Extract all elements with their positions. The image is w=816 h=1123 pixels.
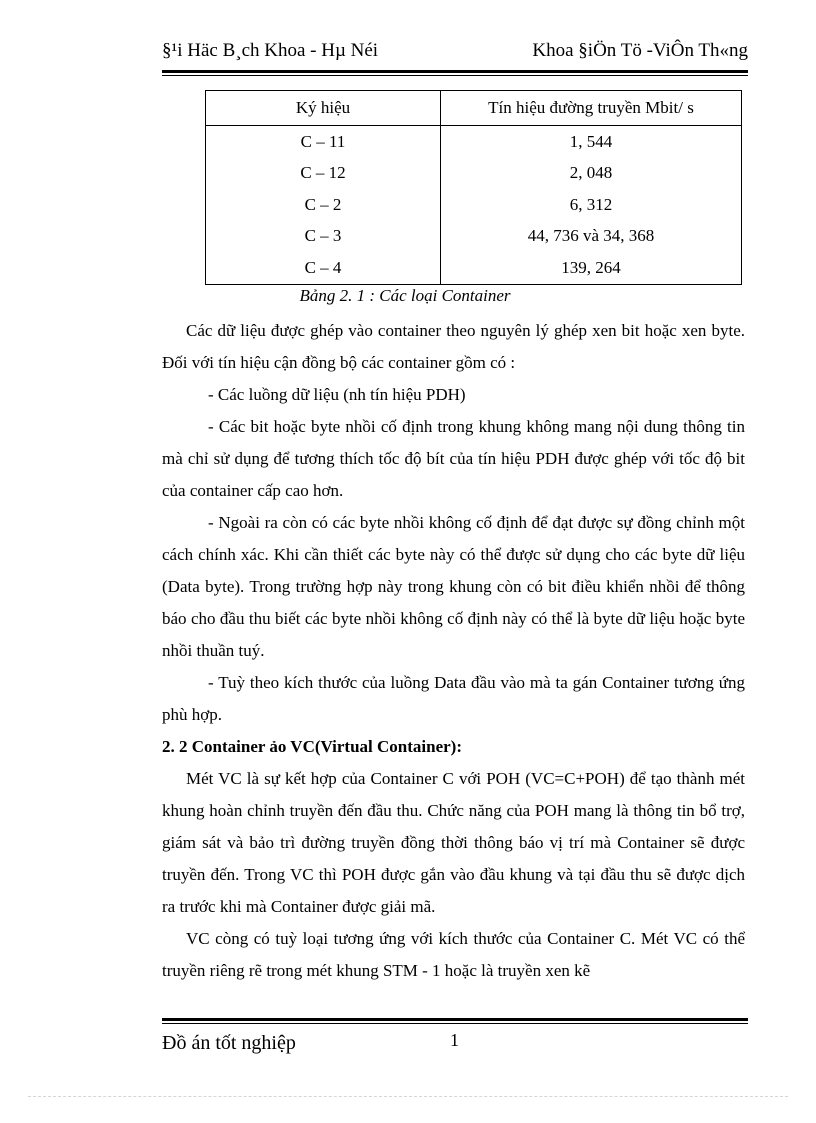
page-header [162,40,748,64]
paragraph: - Tuỳ theo kích thước của luồng Data đầu vào mà ta gán Container tương ứng phù hợp. [162,673,745,724]
column-header-rate: Tín hiệu đường truyền Mbit/ s [441,91,742,126]
header-faculty: Khoa §iÖn Tö -ViÔn Th«ng [532,40,748,61]
cell-rate: 2, 048 [441,158,742,190]
paragraph: Các dữ liệu được ghép vào container theo nguyên lý ghép xen bit hoặc xen byte. Đối với tín hiệu cận đồng bộ các container gồm có : [162,321,745,372]
cell-rate: 139, 264 [441,252,742,284]
section-heading: 2. 2 Container ảo VC(Virtual Container): [162,737,462,756]
paragraph: Mét VC là sự kết hợp của Container C với POH (VC=C+POH) để tạo thành mét khung hoàn chỉnh truyền đến đầu thu. Chức năng của POH mang là thông tin bổ trợ, giám sát và bảo trì đường truyền đồng thời thông báo vị trí mà Container sẽ được truyền đến. Trong VC thì POH được gắn vào đầu khung và tại đầu thu sẽ được dịch ra trước khi mà Container được giải mã. [162,769,745,916]
cell-symbol: C – 3 [206,221,441,253]
table-caption: Bảng 2. 1 : Các loại Container [299,286,511,305]
cell-symbol: C – 12 [206,158,441,190]
page-bottom-border [28,1096,788,1097]
table-row [206,126,742,158]
header-rule [162,70,748,76]
cell-rate: 1, 544 [441,126,742,158]
table-row [206,252,742,284]
paragraph: - Ngoài ra còn có các byte nhồi không cố định để đạt được sự đồng chỉnh một cách chính xác. Khi cần thiết các byte này có thể được sử dụng cho các byte dữ liệu (Data byte). Trong trường hợp này trong khung còn có bit điều khiển nhồi để thông báo cho đầu thu biết các byte nhồi không cố định này có thể là byte dữ liệu hoặc byte nhồi thuần tuý. [162,513,745,660]
footer-title: Đồ án tốt nghiệp [162,1032,296,1054]
header-university: §¹i Häc B¸ch Khoa - Hµ Néi [162,40,379,61]
footer-rule [162,1018,748,1024]
table-header-row [206,91,742,126]
paragraph: VC còng có tuỳ loại tương ứng với kích thước của Container C. Mét VC có thể truyền riêng rẽ trong mét khung STM - 1 hoặc là truyền xen kẽ [162,929,745,980]
table-row [206,221,742,253]
cell-rate: 6, 312 [441,189,742,221]
table-row [206,158,742,190]
paragraph: - Các luồng dữ liệu (nh tín hiệu PDH) [208,385,466,404]
cell-symbol: C – 4 [206,252,441,284]
column-header-symbol: Ký hiệu [206,91,441,126]
paragraph: - Các bit hoặc byte nhồi cố định trong khung không mang nội dung thông tin mà chỉ sử dụng để tương thích tốc độ bít của tín hiệu PDH được ghép với tốc độ bit của container cấp cao hơn. [162,417,745,500]
cell-symbol: C – 2 [206,189,441,221]
table-row [206,189,742,221]
body-text [162,315,745,987]
cell-rate: 44, 736 và 34, 368 [441,221,742,253]
container-types-table [205,90,742,285]
page-number: 1 [450,1030,459,1050]
cell-symbol: C – 11 [206,126,441,158]
